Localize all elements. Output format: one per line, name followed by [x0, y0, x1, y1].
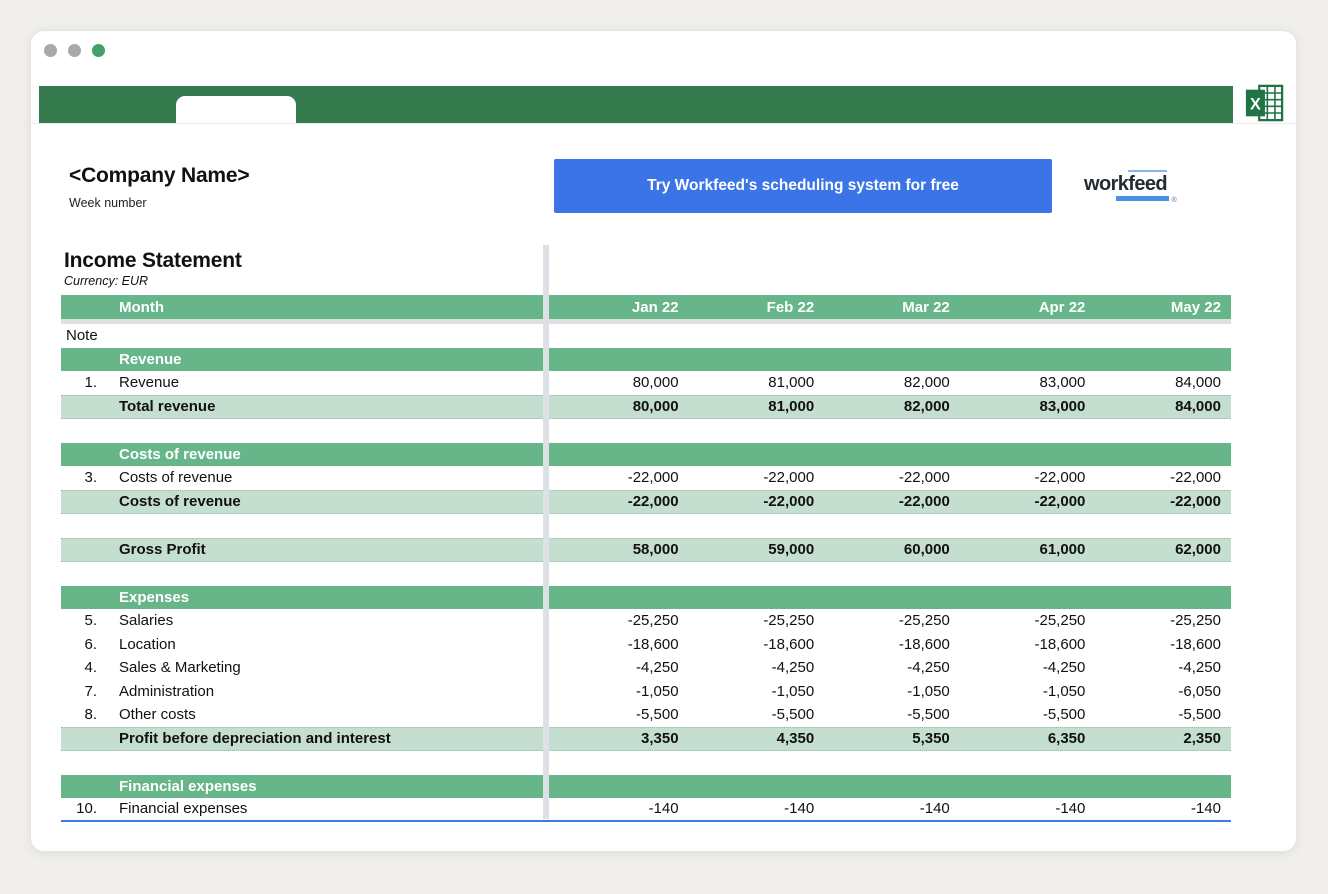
svg-text:X: X	[1250, 95, 1261, 114]
value-cell[interactable]: 4,350	[776, 730, 815, 748]
row-number-cell[interactable]: 5.	[84, 612, 97, 630]
value-cell[interactable]: -140	[784, 800, 815, 818]
value-cell[interactable]: -5,500	[1042, 706, 1086, 724]
value-cell[interactable]: 80,000	[632, 398, 679, 416]
section-header-row	[61, 775, 1231, 799]
value-cell[interactable]: 83,000	[1039, 374, 1086, 392]
note-label-cell[interactable]: Note	[66, 327, 98, 345]
value-cell[interactable]: -140	[648, 800, 679, 818]
value-cell[interactable]: -140	[1190, 800, 1221, 818]
section-header-row	[61, 443, 1231, 467]
value-cell[interactable]: Apr 22	[1038, 298, 1086, 316]
value-cell[interactable]: 61,000	[1039, 541, 1086, 559]
value-cell[interactable]: 84,000	[1175, 398, 1221, 416]
logo-underline	[1116, 196, 1169, 201]
value-cell[interactable]: 60,000	[903, 541, 950, 559]
value-cell[interactable]: 82,000	[903, 398, 950, 416]
row-number-cell[interactable]: 10.	[76, 800, 97, 818]
item-row	[61, 609, 1231, 633]
value-cell[interactable]: -4,250	[636, 659, 679, 677]
value-cell[interactable]: -18,600	[1170, 635, 1221, 653]
value-cell[interactable]: -22,000	[898, 469, 950, 487]
value-cell[interactable]: -25,250	[627, 612, 679, 630]
value-cell[interactable]: -18,600	[1034, 635, 1086, 653]
value-cell[interactable]: -1,050	[771, 682, 815, 700]
company-name-cell[interactable]: <Company Name>	[69, 164, 250, 187]
value-cell[interactable]: -4,250	[907, 659, 950, 677]
row-label-cell[interactable]: Profit before depreciation and interest	[119, 730, 391, 748]
row-label-cell[interactable]: Financial expenses	[119, 777, 257, 795]
total-row	[61, 727, 1231, 752]
value-cell[interactable]: 83,000	[1039, 398, 1086, 416]
row-label-cell[interactable]: Revenue	[119, 350, 182, 368]
excel-icon	[1243, 83, 1285, 123]
value-cell[interactable]: -5,500	[907, 706, 950, 724]
workfeed-logo-prefix: work	[1084, 173, 1129, 195]
workfeed-logo-suffix: feed	[1128, 170, 1167, 195]
spacer-row	[61, 419, 1231, 443]
value-cell[interactable]: -18,600	[898, 635, 950, 653]
value-cell[interactable]: -22,000	[763, 469, 815, 487]
row-label-cell[interactable]: Costs of revenue	[119, 445, 241, 463]
row-number-cell[interactable]: 4.	[84, 659, 97, 677]
value-cell[interactable]: 81,000	[768, 398, 815, 416]
workfeed-logo	[1084, 173, 1177, 204]
value-cell[interactable]: -25,250	[1170, 612, 1221, 630]
row-label-cell[interactable]: Salaries	[119, 612, 174, 630]
row-number-cell[interactable]: 1.	[84, 374, 97, 392]
value-cell[interactable]: -1,050	[907, 682, 950, 700]
value-cell[interactable]: -140	[919, 800, 950, 818]
note-row	[61, 324, 1231, 348]
window-control-dot-2[interactable]	[68, 44, 81, 57]
value-cell[interactable]: -22,000	[763, 493, 815, 511]
value-cell[interactable]: -22,000	[1034, 469, 1086, 487]
spacer-row	[61, 514, 1231, 538]
item-row	[61, 371, 1231, 395]
value-cell[interactable]: -5,500	[771, 706, 815, 724]
brand-bar	[39, 86, 1233, 123]
total-row	[61, 538, 1231, 563]
value-cell[interactable]: Feb 22	[766, 298, 815, 316]
value-cell[interactable]: -22,000	[1034, 493, 1086, 511]
currency-note: Currency: EUR	[64, 274, 149, 288]
value-cell[interactable]: May 22	[1170, 298, 1221, 316]
value-cell[interactable]: -1,050	[1042, 682, 1086, 700]
row-label-cell[interactable]: Costs of revenue	[119, 469, 233, 487]
row-label-cell[interactable]: Location	[119, 635, 176, 653]
value-cell[interactable]: -18,600	[627, 635, 679, 653]
value-cell[interactable]: 6,350	[1047, 730, 1086, 748]
value-cell[interactable]: 59,000	[768, 541, 815, 559]
value-cell[interactable]: -6,050	[1178, 682, 1221, 700]
value-cell[interactable]: 2,350	[1183, 730, 1221, 748]
row-label-cell[interactable]: Total revenue	[119, 398, 216, 416]
value-cell[interactable]: 3,350	[641, 730, 679, 748]
row-label-cell[interactable]: Gross Profit	[119, 541, 206, 559]
statement-title: Income Statement	[64, 249, 242, 272]
pane-divider	[543, 245, 549, 819]
browser-chrome	[31, 31, 1296, 124]
item-row	[61, 656, 1231, 680]
value-cell[interactable]: -25,250	[1034, 612, 1086, 630]
value-cell[interactable]: -1,050	[636, 682, 679, 700]
window-controls	[44, 44, 105, 57]
row-label-cell[interactable]: Month	[119, 298, 164, 316]
browser-tab[interactable]	[176, 96, 296, 123]
value-cell[interactable]: 81,000	[768, 374, 815, 392]
value-cell[interactable]: -18,600	[763, 635, 815, 653]
value-cell[interactable]: Jan 22	[631, 298, 679, 316]
item-row	[61, 466, 1231, 490]
cta-button[interactable]: Try Workfeed's scheduling system for free	[554, 159, 1052, 213]
value-cell[interactable]: 80,000	[632, 374, 679, 392]
item-row	[61, 633, 1231, 657]
value-cell[interactable]: -22,000	[627, 493, 679, 511]
value-cell[interactable]: -22,000	[627, 469, 679, 487]
value-cell[interactable]: -5,500	[1178, 706, 1221, 724]
value-cell[interactable]: -140	[1055, 800, 1086, 818]
value-cell[interactable]: -4,250	[771, 659, 815, 677]
value-cell[interactable]: -4,250	[1178, 659, 1221, 677]
spacer-row	[61, 751, 1231, 775]
total-row	[61, 395, 1231, 420]
row-number-cell[interactable]: 8.	[84, 706, 97, 724]
spacer-row	[61, 562, 1231, 586]
browser-window	[30, 30, 1297, 852]
row-label-cell[interactable]: Sales & Marketing	[119, 659, 241, 677]
value-cell[interactable]: -5,500	[636, 706, 679, 724]
month-header-row	[61, 295, 1231, 324]
window-control-dot-3[interactable]	[92, 44, 105, 57]
row-number-cell[interactable]: 7.	[84, 682, 97, 700]
value-cell[interactable]: Mar 22	[902, 298, 950, 316]
window-control-dot-1[interactable]	[44, 44, 57, 57]
registered-mark: ®	[1171, 197, 1177, 204]
value-cell[interactable]: -25,250	[763, 612, 815, 630]
item-row	[61, 798, 1231, 822]
row-number-cell[interactable]: 6.	[84, 635, 97, 653]
value-cell[interactable]: 5,350	[912, 730, 950, 748]
value-cell[interactable]: 84,000	[1175, 374, 1221, 392]
row-label-cell[interactable]: Expenses	[119, 588, 190, 606]
item-row	[61, 680, 1231, 704]
section-header-row	[61, 586, 1231, 610]
week-number-label[interactable]: Week number	[69, 196, 147, 210]
row-label-cell[interactable]: Financial expenses	[119, 800, 248, 818]
value-cell[interactable]: 82,000	[903, 374, 950, 392]
row-label-cell[interactable]: Administration	[119, 682, 215, 700]
value-cell[interactable]: 58,000	[632, 541, 679, 559]
value-cell[interactable]: -22,000	[1170, 469, 1221, 487]
item-row	[61, 703, 1231, 727]
row-label-cell[interactable]: Revenue	[119, 374, 180, 392]
value-cell[interactable]: -22,000	[898, 493, 950, 511]
income-statement-table	[61, 295, 1231, 822]
row-label-cell[interactable]: Other costs	[119, 706, 196, 724]
total-row	[61, 490, 1231, 515]
value-cell[interactable]: -25,250	[898, 612, 950, 630]
value-cell[interactable]: -22,000	[1170, 493, 1221, 511]
value-cell[interactable]: -4,250	[1042, 659, 1086, 677]
section-header-row	[61, 348, 1231, 372]
row-number-cell[interactable]: 3.	[84, 469, 97, 487]
row-label-cell[interactable]: Costs of revenue	[119, 493, 241, 511]
value-cell[interactable]: 62,000	[1175, 541, 1221, 559]
